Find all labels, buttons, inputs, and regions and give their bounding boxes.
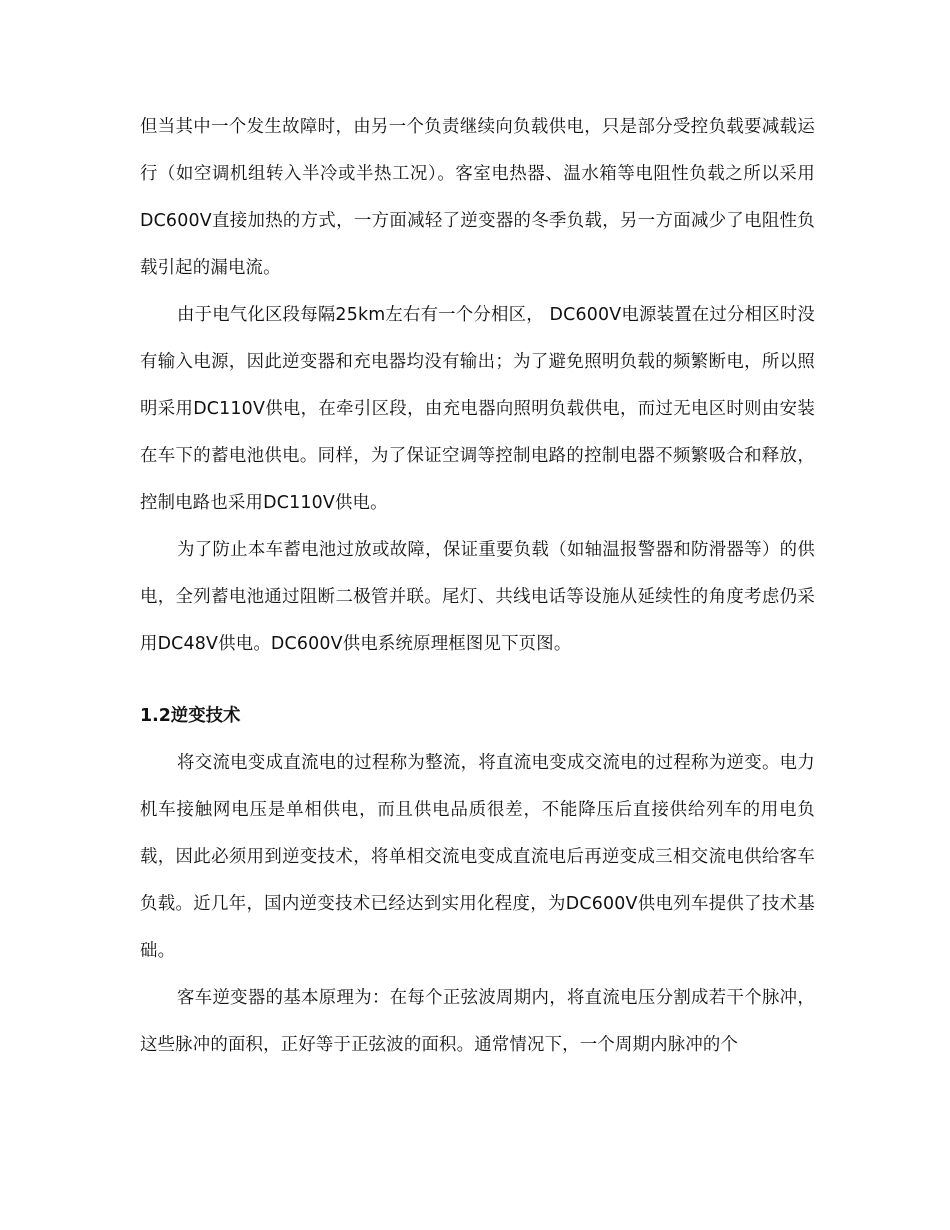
paragraph-phase-separation: 由于电气化区段每隔25km左右有一个分相区， DC600V电源装置在过分相区时没有输入电源，因此逆变器和充电器均没有输出；为了避免照明负载的频繁断电，所以照明采用DC110V供电，在牵引区段，由充电器向照明负载供电，而过无电区时则由安装在车下的蓄电池供电。同样，为了保证空调等控制电路的控制电器不频繁吸合和释放，控制电路也采用DC110V供电。 <box>140 305 815 513</box>
document-body <box>140 104 815 1069</box>
paragraph-battery-parallel: 为了防止本车蓄电池过放或故障，保证重要负载（如轴温报警器和防滑器等）的供电，全列蓄电池通过阻断二极管并联。尾灯、共线电话等设施从延续性的角度考虑仍采用DC48V供电。DC600V供电系统原理框图见下页图。 <box>140 540 815 654</box>
paragraph-inverter-principle: 客车逆变器的基本原理为：在每个正弦波周期内，将直流电压分割成若干个脉冲，这些脉冲的面积，正好等于正弦波的面积。通常情况下，一个周期内脉冲的个 <box>140 988 815 1055</box>
paragraph-continuation: 但当其中一个发生故障时，由另一个负责继续向负载供电，只是部分受控负载要减载运行（如空调机组转入半冷或半热工况）。客室电热器、温水箱等电阻性负载之所以采用DC600V直接加热的方式，一方面减轻了逆变器的冬季负载，另一方面减少了电阻性负载引起的漏电流。 <box>140 117 815 278</box>
paragraph-inverter-definition: 将交流电变成直流电的过程称为整流，将直流电变成交流电的过程称为逆变。电力机车接触网电压是单相供电，而且供电品质很差，不能降压后直接供给列车的用电负载，因此必须用到逆变技术，将单相交流电变成直流电后再逆变成三相交流电供给客车负载。近几年，国内逆变技术已经达到实用化程度，为DC600V供电列车提供了技术基础。 <box>140 753 815 961</box>
section-spacer <box>140 668 815 693</box>
section-heading: 1.2逆变技术 <box>140 706 241 726</box>
